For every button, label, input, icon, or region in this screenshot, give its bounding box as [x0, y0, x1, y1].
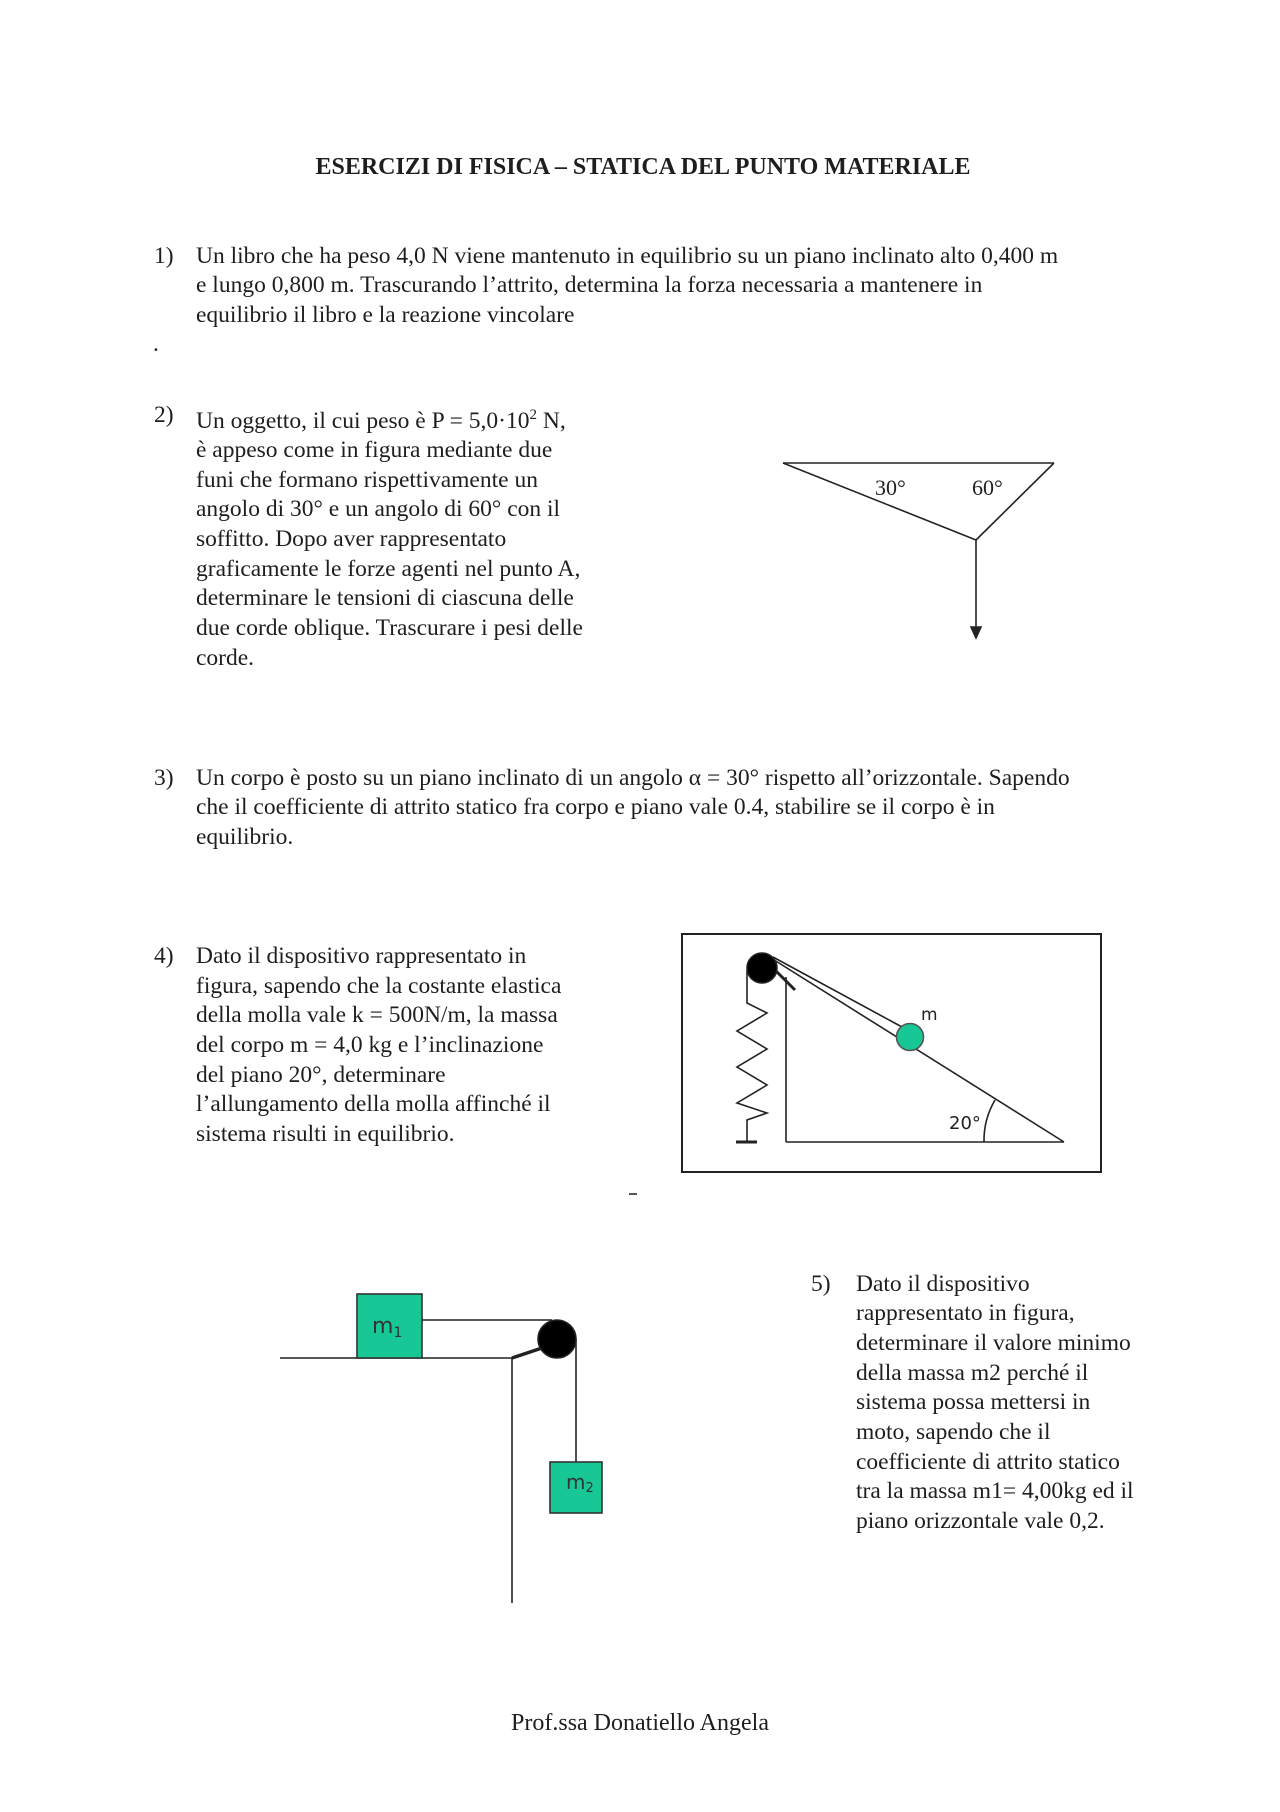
figure-4-spring-incline: [682, 934, 1101, 1172]
page-title: ESERCIZI DI FISICA – STATICA DEL PUNTO MATERIALE: [315, 154, 971, 180]
exponent: 2: [529, 407, 538, 423]
incline-surface: [771, 958, 1064, 1142]
figure-frame: [682, 934, 1101, 1172]
angle-20-label: 20°: [949, 1113, 981, 1134]
angle-arc: [984, 1100, 995, 1142]
text-line: soffitto. Dopo aver rappresentato: [196, 526, 507, 552]
text-line: piano orizzontale vale 0,2.: [856, 1508, 1105, 1534]
mass-m1-label: m1: [372, 1314, 403, 1341]
text-line: del corpo m = 4,0 kg e l’inclinazione: [196, 1032, 544, 1058]
text-line: funi che formano rispettivamente un: [196, 467, 538, 493]
pulley-bracket: [775, 970, 795, 990]
text-line: moto, sapendo che il: [856, 1419, 1051, 1445]
text-line: sistema risulti in equilibrio.: [196, 1121, 455, 1147]
text-line: Un libro che ha peso 4,0 N viene mantenuto in equilibrio su un piano inclinato alto 0,400 m: [196, 243, 1059, 269]
text-line: e lungo 0,800 m. Trascurando l’attrito, determina la forza necessaria a mantenere in: [196, 272, 983, 298]
stray-dot: .: [153, 331, 159, 357]
angle-60-label: 60°: [972, 475, 1003, 500]
weight-unit: N,: [537, 407, 566, 434]
pulley: [538, 1320, 576, 1358]
text-line: sistema possa mettersi in: [856, 1389, 1091, 1415]
text-line: determinare il valore minimo: [856, 1330, 1131, 1356]
mass-ball: [897, 1024, 924, 1051]
exercise-2-number: 2): [154, 402, 174, 428]
mass-label: m: [921, 1005, 938, 1025]
text-line: equilibrio.: [196, 824, 294, 850]
exercise-4-number: 4): [154, 943, 174, 969]
pulley: [747, 953, 777, 983]
text-line: che il coefficiente di attrito statico fra corpo e piano vale 0.4, stabilire se il corpo è in: [196, 794, 995, 820]
text-line: Dato il dispositivo: [856, 1271, 1030, 1297]
text-line: tra la massa m1= 4,00kg ed il: [856, 1478, 1134, 1504]
figure-5-pulley-masses: [280, 1294, 602, 1603]
figure-2-hanging-weight: [783, 463, 1054, 638]
text-line: due corde oblique. Trascurare i pesi delle: [196, 615, 583, 641]
text-line: determinare le tensioni di ciascuna delle: [196, 585, 574, 611]
footer-author: Prof.ssa Donatiello Angela: [511, 1710, 769, 1736]
text-line: Un corpo è posto su un piano inclinato di un angolo α = 30° rispetto all’orizzontale. Sapendo: [196, 765, 1070, 791]
text-line: della massa m2 perché il: [856, 1360, 1089, 1386]
spring-icon: [737, 970, 767, 1142]
exercise-1-number: 1): [154, 243, 174, 269]
pulley-bracket: [512, 1348, 542, 1358]
text-line: angolo di 30° e un angolo di 60° con il: [196, 496, 561, 522]
mass-m2-label: m2: [566, 1470, 594, 1496]
text-line: è appeso come in figura mediante due: [196, 437, 553, 463]
text-line: corde.: [196, 645, 255, 671]
exercise-3-number: 3): [154, 765, 174, 791]
text-line: Dato il dispositivo rappresentato in: [196, 943, 527, 969]
stray-mark: [629, 1193, 637, 1195]
exercise-5-number: 5): [811, 1271, 831, 1297]
rope: [773, 957, 902, 1027]
text-line: graficamente le forze agenti nel punto A,: [196, 556, 581, 582]
text-line: del piano 20°, determinare: [196, 1062, 446, 1088]
text-line: della molla vale k = 500N/m, la massa: [196, 1002, 558, 1028]
text-line: l’allungamento della molla affinché il: [196, 1091, 551, 1117]
text-line: rappresentato in figura,: [856, 1300, 1075, 1326]
text-line: equilibrio il libro e la reazione vincolare: [196, 302, 575, 328]
text-line: coefficiente di attrito statico: [856, 1449, 1120, 1475]
text-line: figura, sapendo che la costante elastica: [196, 973, 562, 999]
angle-30-label: 30°: [875, 475, 906, 500]
weight-text: Un oggetto, il cui peso è P = 5,0·10: [196, 407, 530, 434]
arrow-head-icon: [971, 627, 981, 638]
